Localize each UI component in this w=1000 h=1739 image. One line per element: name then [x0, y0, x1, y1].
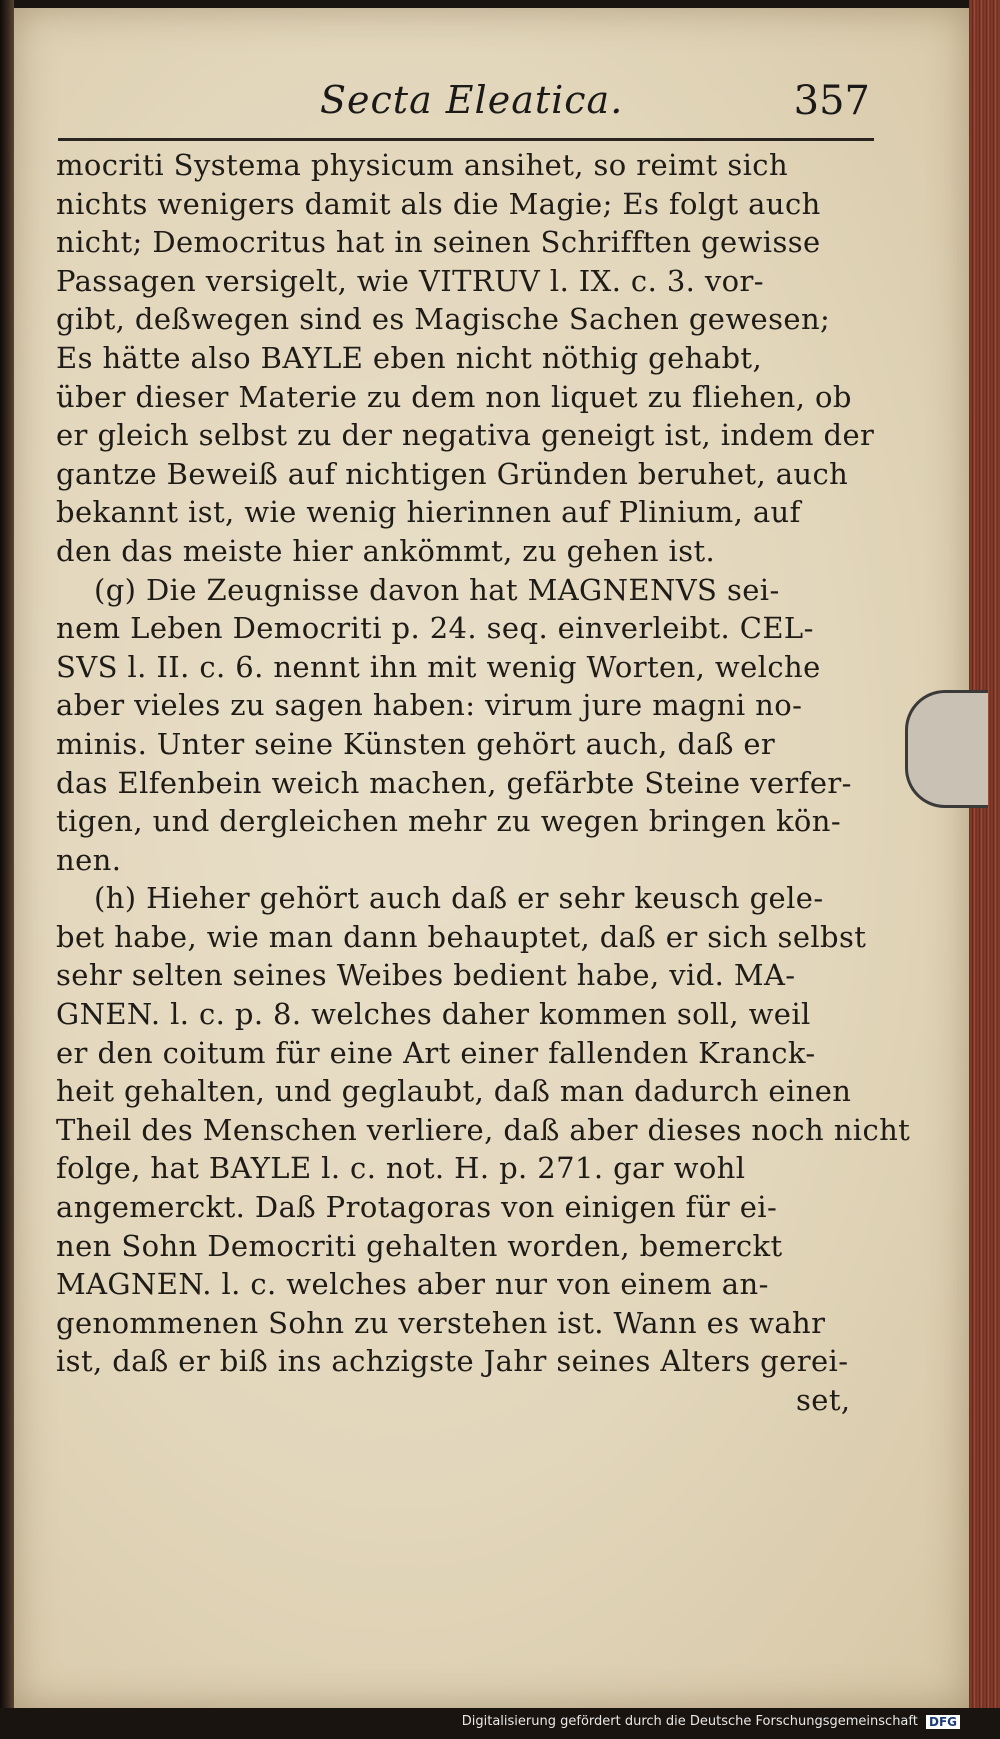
text-line: sehr selten seines Weibes bedient habe, vid. MA- — [56, 958, 796, 993]
text-line: er den coitum für eine Art einer fallenden Kranck- — [56, 1035, 816, 1070]
page-number: 357 — [793, 78, 870, 124]
page-header — [60, 78, 870, 138]
catchword: set, — [796, 1383, 851, 1417]
dfg-logo: DFG — [926, 1715, 960, 1729]
text-line: angemerckt. Daß Protagoras von einigen für ei- — [56, 1190, 778, 1225]
text-line: GNEN. l. c. p. 8. welches daher kommen soll, weil — [56, 997, 811, 1032]
text-line: gibt, deßwegen sind es Magische Sachen gewesen; — [56, 302, 831, 337]
text-line: nen. — [56, 842, 122, 877]
text-line: mocriti Systema physicum ansihet, so reimt sich — [56, 148, 789, 182]
text-line: aber vieles zu sagen haben: virum jure magni no- — [56, 688, 803, 723]
text-line: gantze Beweiß auf nichtigen Gründen beruhet, auch — [56, 456, 849, 491]
text-line: ist, daß er biß ins achzigste Jahr seines Alters gerei- — [56, 1344, 849, 1379]
text-line: Passagen versigelt, wie VITRUV l. IX. c. 3. vor- — [56, 263, 765, 298]
text-line: bekannt ist, wie wenig hierinnen auf Plinium, auf — [56, 495, 801, 530]
text-line: minis. Unter seine Künsten gehört auch, daß er — [56, 726, 776, 761]
text-line: tigen, und dergleichen mehr zu wegen bringen kön- — [56, 804, 842, 839]
text-line: bet habe, wie man dann behauptet, daß er sich selbst — [56, 919, 867, 954]
text-line: er gleich selbst zu der negativa geneigt ist, indem der — [56, 418, 875, 453]
text-line: den das meiste hier ankömmt, zu gehen ist. — [56, 533, 716, 568]
running-title: Secta Eleatica. — [320, 78, 624, 122]
page-fore-edge — [969, 0, 1000, 1739]
body-text — [56, 146, 911, 1420]
digitization-credit — [462, 1714, 960, 1729]
footnote-g-start: (g) Die Zeugnisse davon hat MAGNENVS sei- — [94, 572, 780, 607]
text-line: über dieser Materie zu dem non liquet zu fliehen, ob — [56, 379, 852, 414]
text-line: genommenen Sohn zu verstehen ist. Wann es wahr — [56, 1305, 826, 1340]
credit-text: Digitalisierung gefördert durch die Deutsche Forschungsgemeinschaft — [461, 1714, 918, 1729]
header-rule — [58, 138, 874, 141]
text-line: folge, hat BAYLE l. c. not. H. p. 271. gar wohl — [56, 1151, 746, 1186]
text-line: das Elfenbein weich machen, gefärbte Steine verfer- — [56, 765, 852, 800]
text-line: nen Sohn Democriti gehalten worden, bemerckt — [56, 1228, 783, 1263]
book-gutter — [0, 0, 14, 1739]
text-line: nichts wenigers damit als die Magie; Es folgt auch — [56, 186, 821, 221]
text-line: heit gehalten, und geglaubt, daß man dadurch einen — [56, 1074, 852, 1109]
text-line: nem Leben Democriti p. 24. seq. einverleibt. CEL- — [56, 611, 814, 646]
text-line: Theil des Menschen verliere, daß aber dieses noch nicht — [56, 1112, 911, 1147]
ribbon-tab — [905, 690, 988, 808]
footnote-h-start: (h) Hieher gehört auch daß er sehr keusch gele- — [94, 881, 824, 916]
text-line: MAGNEN. l. c. welches aber nur von einem an- — [56, 1267, 769, 1302]
text-line: nicht; Democritus hat in seinen Schrifften gewisse — [56, 225, 821, 260]
text-line: SVS l. II. c. 6. nennt ihn mit wenig Worten, welche — [56, 649, 821, 684]
text-line: Es hätte also BAYLE eben nicht nöthig gehabt, — [56, 340, 763, 375]
